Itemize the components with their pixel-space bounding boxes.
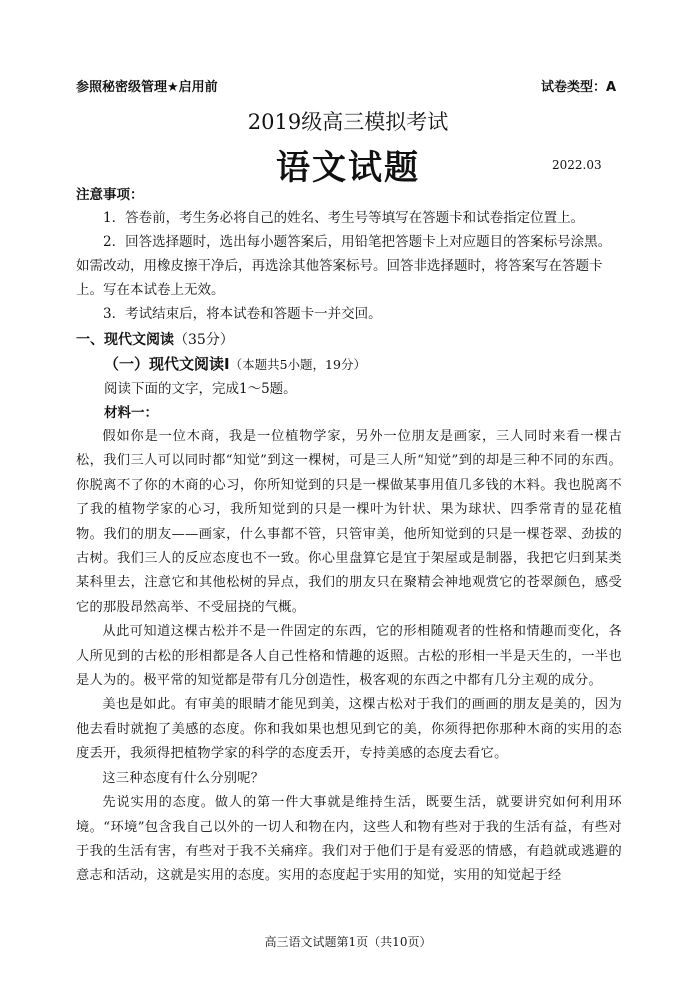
- paragraph-3: 美也是如此。有审美的眼睛才能见到美，这棵古松对于我们的画画的朋友是美的，因为他去看时就抱了美感的态度。你和我如果也想见到它的美，你须得把你那种木商的实用的态度丢开，我须得把植物学家的科学的态度丢开，专持美感的态度去看它。: [76, 697, 622, 762]
- paragraph-2: 从此可知道这棵古松并不是一件固定的东西，它的形相随观者的性格和情趣而变化，各人所见到的古松的形相都是各人自己性格和情趣的返照。古松的形相一半是天生的，一半也是人为的。极平常的知觉都是带有几分创造性，极客观的东西之中都有几分主观的成分。: [76, 624, 622, 689]
- section-title: 一、现代文阅读: [76, 332, 174, 348]
- paragraph-5: 先说实用的态度。做人的第一件大事就是维持生活，既要生活，就要讲究如何利用环境。“环境”包含我自己以外的一切人和物在内，这些人和物有些对于我的生活有益，有些对于我的生活有害，有些对于我不关痛痒。我们对于他们于是有爱恶的情感，有趋就或逃避的意志和活动，这就是实用的态度。实用的态度起于实用的知觉，实用的知觉起于经: [76, 795, 622, 884]
- exam-date: 2022.03: [552, 158, 602, 172]
- section-score: （35分）: [174, 332, 234, 348]
- paragraph-4: 这三种态度有什么分别呢？: [102, 770, 265, 786]
- section-heading: [76, 328, 622, 352]
- note-item-2: 2．回答选择题时，选出每小题答案后，用铅笔把答题卡上对应题目的答案标号涂黑。如需改动，用橡皮擦干净后，再选涂其他答案标号。回答非选择题时，将答案写在答题卡上。写在本试卷上无效。: [76, 234, 612, 298]
- page-body: [76, 184, 622, 889]
- subsection-title: （一）现代文阅读Ⅰ: [104, 355, 230, 373]
- exam-title: 2019级高三模拟考试: [247, 110, 449, 134]
- note-item-3: 3．考试结束后，将本试卷和答题卡一并交回。: [103, 306, 382, 322]
- paper-type-label: 试卷类型：A: [540, 80, 616, 95]
- subject-title: 语文试题: [276, 148, 420, 188]
- page-footer: 高三语文试题第1页（共10页）: [264, 935, 432, 949]
- confidential-label: 参照秘密级管理★启用前: [76, 80, 218, 95]
- paragraph-1: 假如你是一位木商，我是一位植物学家，另外一位朋友是画家，三人同时来看一棵古松，我们三人可以同时都“知觉”到这一棵树，可是三人所“知觉”到的却是三种不同的东西。你脱离不了你的木商的心习，你所知觉到的只是一棵做某事用值几多钱的木料。我也脱离不了我的植物学家的心习，我所知觉到的只是一棵叶为针状、果为球状、四季常青的显花植物。我们的朋友——画家，什么事都不管，只管审美，他所知觉到的只是一棵苍翠、劲拔的古树。我们三人的反应态度也不一致。你心里盘算它是宜于架屋或是制器，我把它归到某类某科里去，注意它和其他松树的异点，我们的朋友只在聚精会神地观赏它的苍翠颜色，感受它的那股昂然高举、不受屈挠的气概。: [76, 429, 622, 615]
- notes-heading: 注意事项：: [76, 187, 144, 203]
- subsection-heading: [76, 352, 622, 377]
- material-label: 材料一：: [104, 405, 158, 421]
- reading-instruction: 阅读下面的文字，完成1～5题。: [104, 381, 297, 397]
- subsection-note: （本题共5小题，19分）: [229, 357, 366, 372]
- note-item-1: 1．答卷前，考生务必将自己的姓名、考生号等填写在答题卡和试卷指定位置上。: [103, 210, 585, 226]
